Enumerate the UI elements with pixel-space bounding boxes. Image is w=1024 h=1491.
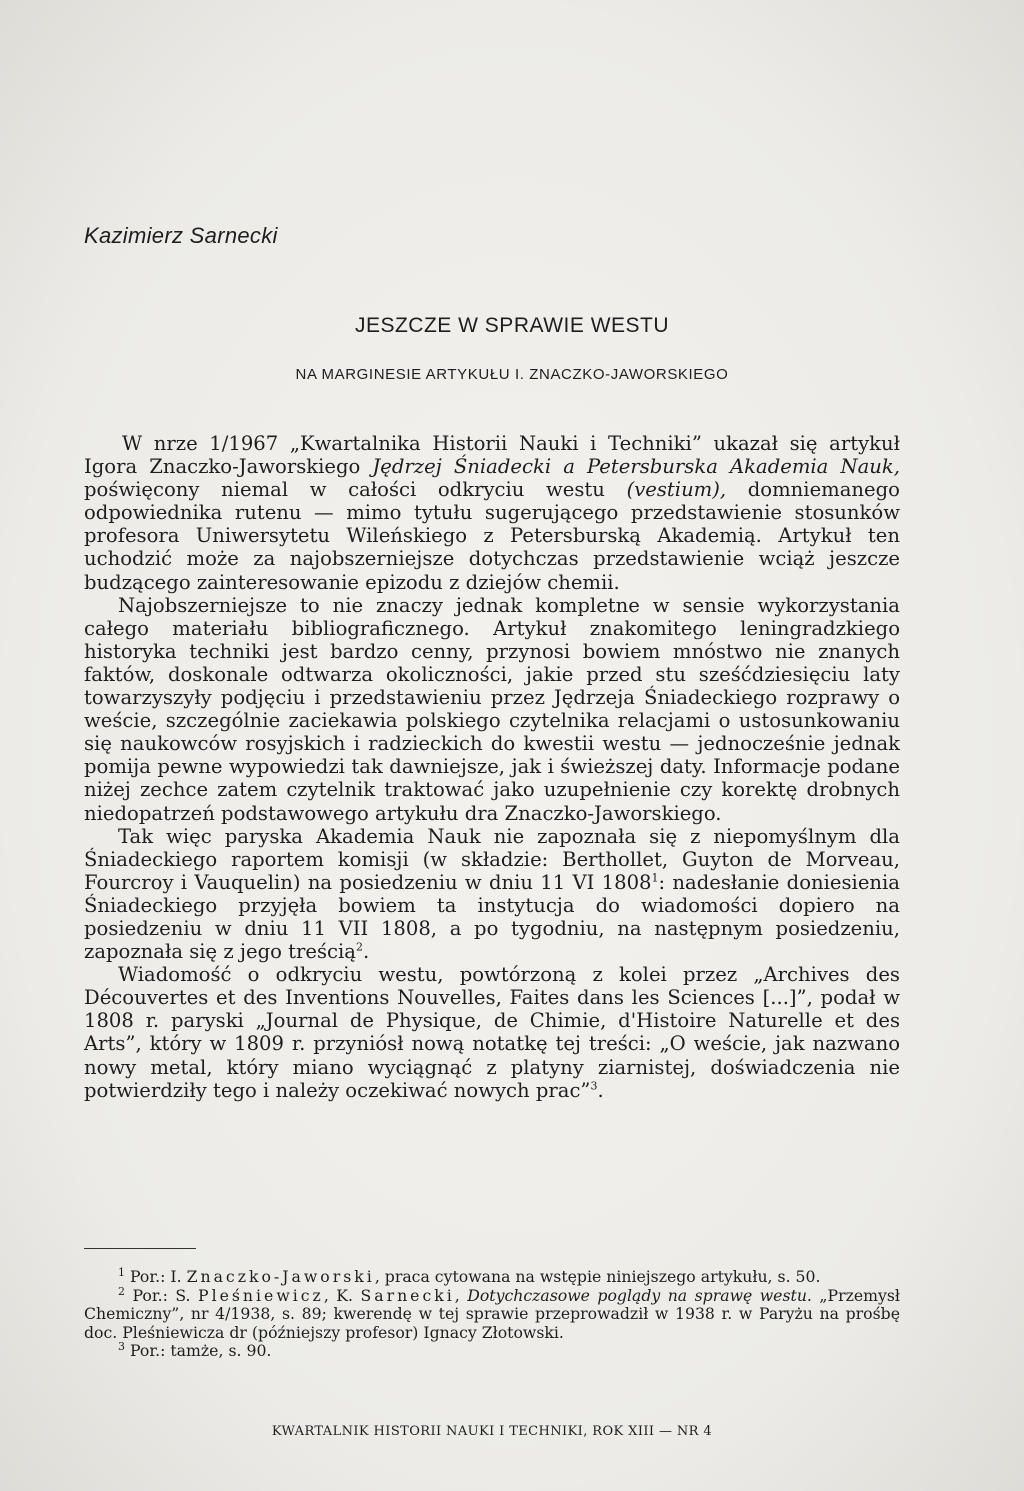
footnote-text: , xyxy=(454,1285,468,1305)
footnote-number: 3 xyxy=(118,1340,125,1354)
footnote-3 xyxy=(84,1342,900,1361)
footnote-number: 2 xyxy=(118,1284,125,1298)
footnote-text: , K. xyxy=(323,1285,361,1305)
footnote-text: Por.: I. xyxy=(125,1267,187,1286)
footnote-author-name: Znaczko-Jaworski xyxy=(186,1267,375,1286)
paragraph-1 xyxy=(84,432,900,594)
footnote-text: „Przemysł Chemiczny”, nr 4/1938, s. 89; kwerendę w tej sprawie przeprowadził w 1938 r. w Paryżu na prośbę doc. Pleśniewicza dr (późniejszy profesor) Ignacy Złotowski. xyxy=(84,1285,901,1342)
paragraph-1-text-e: domniemanego odpowiednika rutenu — mimo tytułu sugerującego przedstawienie stosunków profesora Uniwersytetu Wileńskiego z Petersburską Akademią. Artykuł ten uchodzić może za najobszerniejsze dotychczas przedstawienie wciąż jeszcze budzącego zainteresowanie epizodu z dziejów chemii. xyxy=(84,478,900,594)
article-title: JESZCZE W SPRAWIE WESTU xyxy=(354,314,670,337)
paragraph-4 xyxy=(84,963,900,1102)
footnote-ref-3[interactable]: 3 xyxy=(590,1079,598,1093)
paragraph-3-text-c: . xyxy=(362,940,370,964)
footnote-divider xyxy=(84,1248,196,1249)
cited-article-title: Jędrzej Śniadecki a Petersburska Akademia Nauk, xyxy=(372,455,901,479)
paragraph-4-text-b: . xyxy=(597,1078,604,1102)
paragraph-2: Najobszerniejsze to nie znaczy jednak kompletne w sensie wykorzystania całego materiału bibliograficznego. Artykuł znakomitego leningradzkiego historyka techniki jest bardzo cenny, przynosi bowiem mnóstwo nie znanych faktów, doskonale odtwarza okoliczności, jakie przed stu sześćdziesięciu laty towarzyszyły podjęciu i przedstawieniu przez Jędrzeja Śniadeckiego rozprawy o weście, szczególnie zaciekawia polskiego czytelnika relacjami o ustosunkowaniu się naukowców rosyjskich i radzieckich do kwestii westu — jednocześnie jednak pomija pewne wypowiedzi tak dawniejsze, jak i świeższej daty. Informacje podane niżej zechce zatem czytelnik traktować jako uzupełnienie czy korektę drobnych niedopatrzeń podstawowego artykułu dra Znaczko-Jaworskiego. xyxy=(84,593,900,825)
paragraph-3-text-a: Tak więc paryska Akademia Nauk nie zapoznała się z niepomyślnym dla Śniadeckiego raportem komisji (w składzie: Berthollet, Guyton de Morveau, Fourcroy i Vauquelin) na posiedzeniu w dniu 11 VI 1808 xyxy=(84,824,900,894)
article-subtitle: NA MARGINESIE ARTYKUŁU I. ZNACZKO-JAWORSKIEGO xyxy=(295,366,729,383)
footnote-text: Por.: tamże, s. 90. xyxy=(125,1341,272,1361)
journal-footer: KWARTALNIK HISTORII NAUKI I TECHNIKI, ROK XIII — NR 4 xyxy=(271,1424,713,1439)
paragraph-4-text-a: Wiadomość o odkryciu westu, powtórzoną z kolei przez „Archives des Découvertes et des Inventions Nouvelles, Faites dans les Sciences [...]”, podał w 1808 r. paryski „Journal de Physique, de Chimie, d'Histoire Naturelle et des Arts”, który w 1809 r. przyniósł nową notatkę tej treści: „O weście, jak nazwano nowy metal, który miano wyciągnąć z platyny ziarnistej, doświadczenia nie potwierdziły tego i należy oczekiwać nowych prac” xyxy=(84,963,900,1102)
paragraph-3-text-b: : nadesłanie doniesienia Śniadeckiego przyjęła bowiem ta instytucja do wiadomości dopiero na posiedzeniu w dniu 11 VII 1808, a po tygodniu, na następnym posiedzeniu, zapoznała się z jego treścią xyxy=(84,870,900,964)
footnote-text: Por.: S. xyxy=(125,1285,199,1305)
footnotes xyxy=(84,1265,901,1361)
footnote-author-name: Sarnecki xyxy=(360,1285,455,1305)
paragraph-1-text-a: W nrze 1/1967 „Kwartalnika Historii Nauki i Techniki” ukazał się artykuł Igora Znaczko-Jaworskiego xyxy=(84,432,900,479)
footnote-number: 1 xyxy=(118,1265,125,1279)
footnote-work-title: Dotychczasowe poglądy na sprawę westu. xyxy=(467,1285,812,1305)
article-body xyxy=(84,432,900,1102)
paragraph-1-text-c: poświęcony niemal w całości odkryciu westu xyxy=(84,478,627,502)
footnote-author-name: Pleśniewicz xyxy=(198,1285,324,1305)
footnote-text: , praca cytowana na wstępie niniejszego artykułu, s. 50. xyxy=(374,1267,821,1286)
footnote-ref-1[interactable]: 1 xyxy=(651,871,659,885)
paragraph-3 xyxy=(84,825,900,964)
footnote-ref-2[interactable]: 2 xyxy=(355,940,363,954)
footnote-2 xyxy=(84,1284,901,1343)
footnote-1 xyxy=(84,1265,900,1287)
latin-term: (vestium), xyxy=(626,478,727,502)
author-name: Kazimierz Sarnecki xyxy=(84,223,278,248)
